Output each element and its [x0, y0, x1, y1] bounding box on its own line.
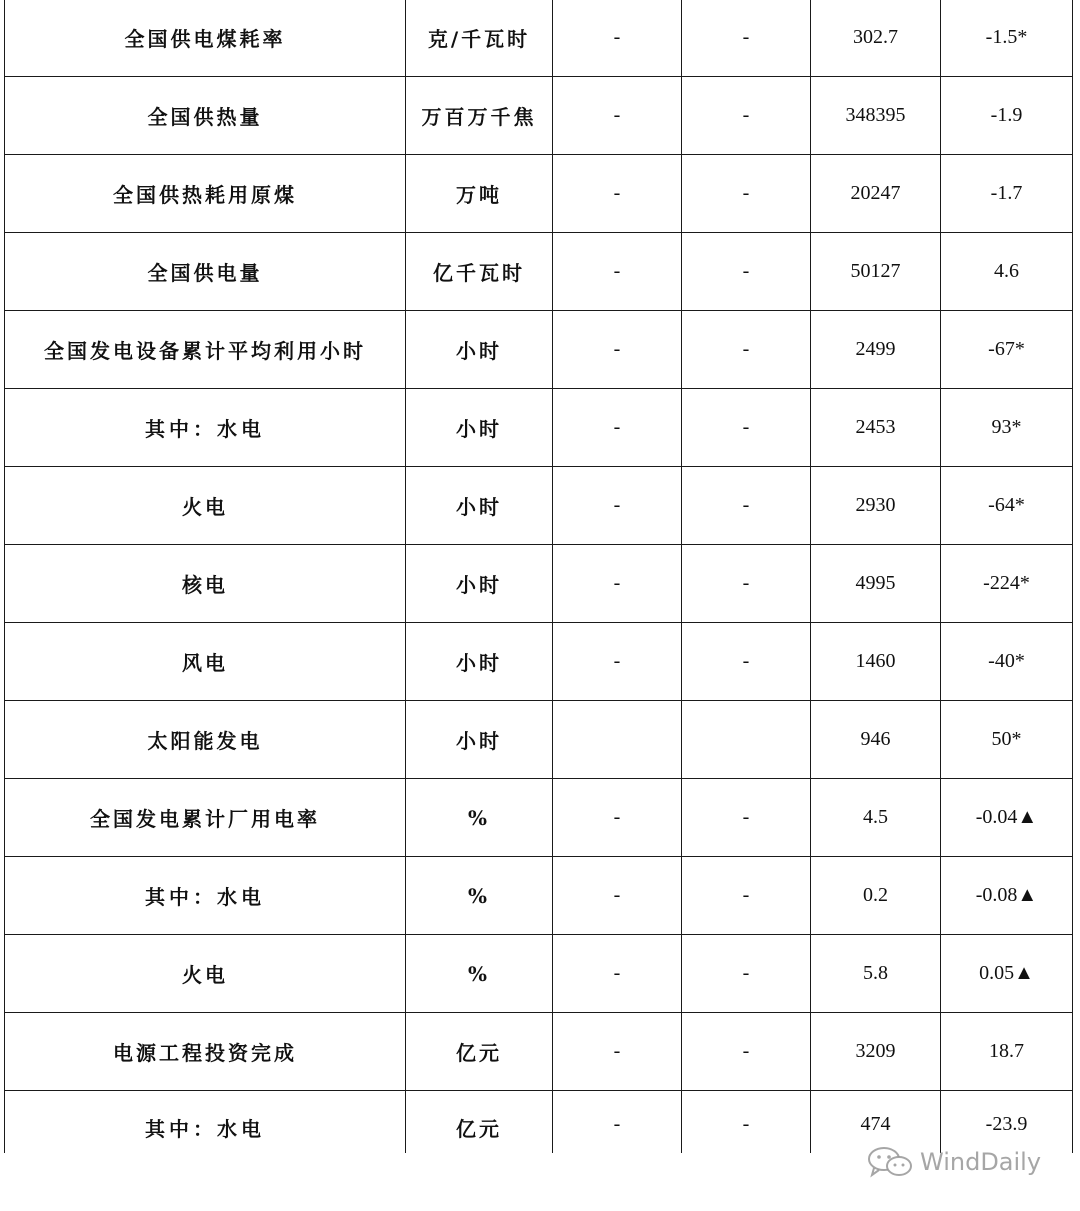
cell-change: 0.05▲ — [941, 935, 1073, 1013]
cell-col4: - — [682, 389, 811, 467]
cell-indicator-name: 核电 — [5, 545, 406, 623]
watermark-text: WindDaily — [920, 1148, 1042, 1176]
cell-indicator-name: 全国发电设备累计平均利用小时 — [5, 311, 406, 389]
cell-indicator-name: 太阳能发电 — [5, 701, 406, 779]
cell-indicator-name: 风电 — [5, 623, 406, 701]
cell-unit: 小时 — [406, 623, 553, 701]
table-row — [5, 311, 1073, 389]
cell-col4: - — [682, 1013, 811, 1091]
cell-change: -1.9 — [941, 77, 1073, 155]
cell-col3: - — [553, 233, 682, 311]
cell-col4: - — [682, 623, 811, 701]
cell-indicator-name: 全国供电量 — [5, 233, 406, 311]
cell-col4: - — [682, 155, 811, 233]
cell-indicator-name: 全国供热量 — [5, 77, 406, 155]
cell-unit: 亿千瓦时 — [406, 233, 553, 311]
cell-unit: 小时 — [406, 467, 553, 545]
cell-indicator-name: 其中：水电 — [5, 389, 406, 467]
cell-indicator-name: 火电 — [5, 935, 406, 1013]
cell-value: 946 — [811, 701, 941, 779]
cell-col3: - — [553, 1013, 682, 1091]
cell-value: 50127 — [811, 233, 941, 311]
cell-change: -0.08▲ — [941, 857, 1073, 935]
cell-col3: - — [553, 1091, 682, 1154]
table-row — [5, 779, 1073, 857]
cell-col4 — [682, 701, 811, 779]
cell-unit: 万百万千焦 — [406, 77, 553, 155]
cell-col3: - — [553, 0, 682, 77]
cell-col4: - — [682, 779, 811, 857]
cell-unit: % — [406, 935, 553, 1013]
stats-table-container — [4, 0, 1072, 1153]
cell-change: 18.7 — [941, 1013, 1073, 1091]
cell-indicator-name: 电源工程投资完成 — [5, 1013, 406, 1091]
cell-col4: - — [682, 311, 811, 389]
cell-col3: - — [553, 311, 682, 389]
cell-unit: 亿元 — [406, 1091, 553, 1154]
cell-value: 348395 — [811, 77, 941, 155]
power-statistics-table — [4, 0, 1073, 1153]
cell-value: 302.7 — [811, 0, 941, 77]
cell-value: 0.2 — [811, 857, 941, 935]
cell-col4: - — [682, 233, 811, 311]
table-row — [5, 0, 1073, 77]
cell-value: 3209 — [811, 1013, 941, 1091]
cell-change: -224* — [941, 545, 1073, 623]
table-row — [5, 1091, 1073, 1154]
cell-value: 474 — [811, 1091, 941, 1154]
table-body — [5, 0, 1073, 1153]
cell-col4: - — [682, 857, 811, 935]
table-row — [5, 545, 1073, 623]
table-row — [5, 233, 1073, 311]
cell-change: -1.7 — [941, 155, 1073, 233]
cell-unit: 小时 — [406, 389, 553, 467]
cell-col4: - — [682, 77, 811, 155]
cell-indicator-name: 全国供热耗用原煤 — [5, 155, 406, 233]
cell-value: 1460 — [811, 623, 941, 701]
cell-value: 2930 — [811, 467, 941, 545]
cell-col3: - — [553, 155, 682, 233]
cell-change: -1.5* — [941, 0, 1073, 77]
cell-change: 50* — [941, 701, 1073, 779]
cell-col3: - — [553, 389, 682, 467]
cell-change: -67* — [941, 311, 1073, 389]
cell-col3: - — [553, 467, 682, 545]
table-row — [5, 1013, 1073, 1091]
cell-col3: - — [553, 779, 682, 857]
cell-col3: - — [553, 77, 682, 155]
cell-unit: 万吨 — [406, 155, 553, 233]
cell-col3 — [553, 701, 682, 779]
cell-value: 2499 — [811, 311, 941, 389]
cell-col4: - — [682, 467, 811, 545]
cell-unit: 小时 — [406, 701, 553, 779]
table-row — [5, 467, 1073, 545]
cell-col3: - — [553, 623, 682, 701]
cell-unit: % — [406, 857, 553, 935]
table-row — [5, 389, 1073, 467]
cell-value: 2453 — [811, 389, 941, 467]
cell-unit: 亿元 — [406, 1013, 553, 1091]
cell-col3: - — [553, 935, 682, 1013]
cell-col3: - — [553, 857, 682, 935]
table-row — [5, 701, 1073, 779]
table-row — [5, 623, 1073, 701]
cell-change: -23.9 — [941, 1091, 1073, 1154]
cell-indicator-name: 其中：水电 — [5, 1091, 406, 1154]
cell-indicator-name: 其中：水电 — [5, 857, 406, 935]
cell-col4: - — [682, 935, 811, 1013]
cell-unit: 克/千瓦时 — [406, 0, 553, 77]
cell-change: -40* — [941, 623, 1073, 701]
cell-value: 4.5 — [811, 779, 941, 857]
cell-unit: 小时 — [406, 545, 553, 623]
cell-change: -64* — [941, 467, 1073, 545]
cell-col4: - — [682, 0, 811, 77]
table-row — [5, 935, 1073, 1013]
table-row — [5, 155, 1073, 233]
cell-col4: - — [682, 545, 811, 623]
cell-change: 4.6 — [941, 233, 1073, 311]
cell-col3: - — [553, 545, 682, 623]
table-row — [5, 77, 1073, 155]
cell-unit: 小时 — [406, 311, 553, 389]
cell-unit: % — [406, 779, 553, 857]
cell-col4: - — [682, 1091, 811, 1154]
cell-change: -0.04▲ — [941, 779, 1073, 857]
cell-value: 5.8 — [811, 935, 941, 1013]
cell-indicator-name: 全国供电煤耗率 — [5, 0, 406, 77]
cell-change: 93* — [941, 389, 1073, 467]
cell-value: 20247 — [811, 155, 941, 233]
cell-value: 4995 — [811, 545, 941, 623]
cell-indicator-name: 火电 — [5, 467, 406, 545]
table-row — [5, 857, 1073, 935]
cell-indicator-name: 全国发电累计厂用电率 — [5, 779, 406, 857]
